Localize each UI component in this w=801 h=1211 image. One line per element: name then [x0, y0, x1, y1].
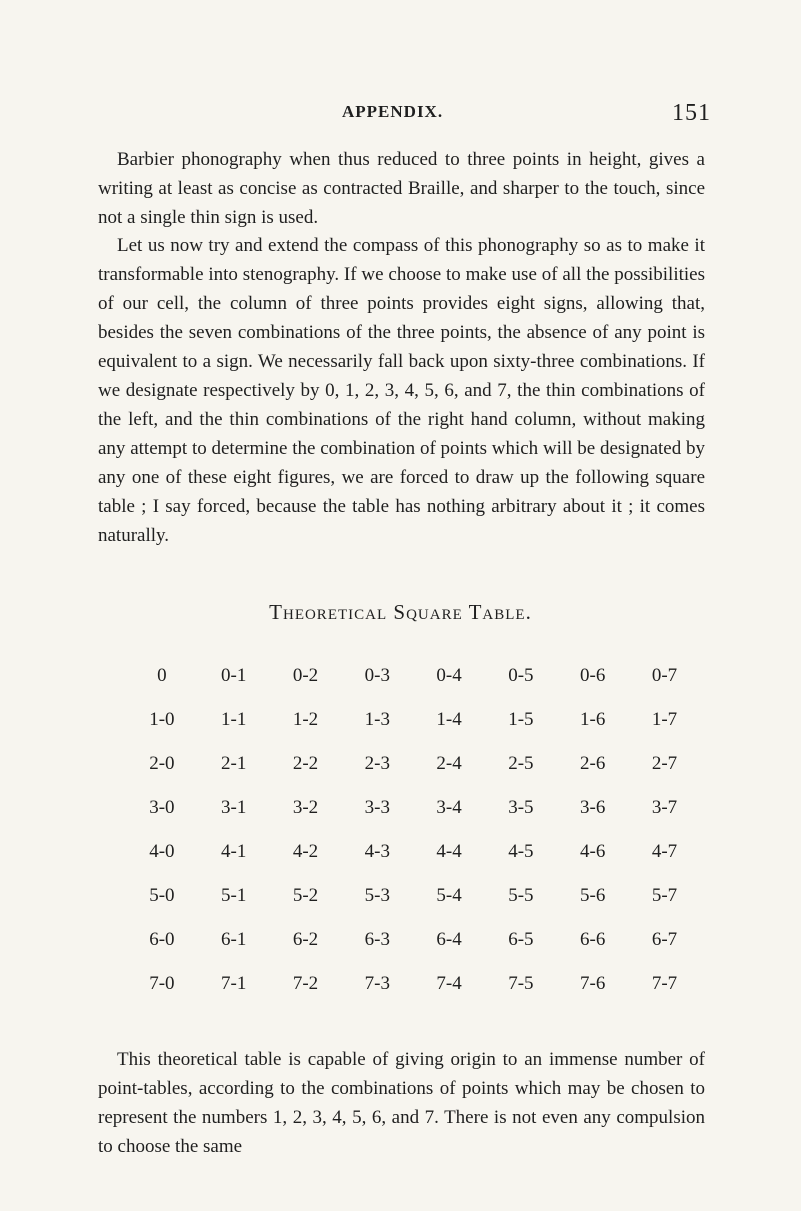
table-cell: 2-0: [149, 753, 175, 774]
table-cell: 2-2: [292, 753, 319, 774]
table-row-1: [126, 698, 701, 742]
table-cell: 2-6: [580, 753, 606, 774]
table-row-7: [126, 962, 701, 1006]
table-cell: 1-6: [580, 709, 606, 730]
table-cell: 0-6: [580, 665, 606, 686]
table-cell: 6-1: [221, 929, 247, 950]
table-cell: 6-4: [436, 929, 462, 950]
table-cell: 5-5: [508, 885, 534, 906]
table-cell: 5-2: [292, 885, 319, 906]
table-cell: 6-0: [149, 929, 175, 950]
table-cell: 1-7: [651, 709, 678, 730]
table-cell: 4-0: [149, 841, 175, 862]
table-cell: 6-7: [651, 929, 678, 950]
table-cell: 6-5: [508, 929, 534, 950]
table-cell: 2-7: [651, 753, 678, 774]
table-cell: 1-4: [436, 709, 462, 730]
table-cell: 3-3: [364, 797, 390, 818]
page-number: 151: [672, 100, 711, 126]
table-cell: 6-2: [292, 929, 319, 950]
table-cell: 2-1: [221, 753, 247, 774]
table-cell: 1-1: [221, 709, 247, 730]
table-cell: 3-5: [508, 797, 534, 818]
table-row-3: [126, 786, 701, 830]
table-cell: 0-7: [651, 665, 678, 686]
table-cell: 3-4: [436, 797, 462, 818]
table-row-5: [126, 874, 701, 918]
table-cell: 7-7: [651, 973, 678, 994]
table-cell: 7-4: [436, 973, 462, 994]
table-cell: 2-5: [508, 753, 534, 774]
table-cell: 7-6: [580, 973, 606, 994]
table-cell: 7-1: [221, 973, 247, 994]
table-row-4: [126, 830, 701, 874]
table-cell: 5-6: [580, 885, 606, 906]
table-cell: 4-5: [508, 841, 534, 862]
table-title: Theoretical Square Table.: [269, 600, 532, 624]
table-cell: 7-3: [364, 973, 390, 994]
page-header: [90, 102, 711, 134]
table-cell: 1-2: [292, 709, 319, 730]
table-cell: 3-7: [651, 797, 678, 818]
table-cell: 0-1: [221, 665, 247, 686]
table-cell: 5-3: [364, 885, 390, 906]
paragraph-intro: Barbier phonography when thus reduced to three points in height, gives a writing at least as concise as contracted Braille, and sharper to the touch, since not a single thin sign is used.: [98, 149, 705, 228]
table-row-0: [126, 654, 701, 698]
table-cell: 7-2: [292, 973, 319, 994]
table-row-6: [126, 918, 701, 962]
table-cell: 5-4: [436, 885, 462, 906]
table-row-2: [126, 742, 701, 786]
table-cell: 4-3: [364, 841, 390, 862]
table-cell: 2-3: [364, 753, 390, 774]
table-cell: 1-5: [508, 709, 534, 730]
table-cell: 4-6: [580, 841, 606, 862]
table-cell: 6-6: [580, 929, 606, 950]
table-cell: 1-3: [364, 709, 390, 730]
table-cell: 5-7: [651, 885, 678, 906]
table-cell: 3-2: [292, 797, 319, 818]
table-cell: 0-2: [292, 665, 319, 686]
table-cell: 3-6: [580, 797, 606, 818]
table-cell: 3-1: [221, 797, 247, 818]
table-cell: 5-1: [221, 885, 247, 906]
table-cell: 0: [157, 665, 167, 686]
table-cell: 4-4: [436, 841, 462, 862]
table-cell: 4-2: [292, 841, 319, 862]
table-cell: 7-5: [508, 973, 534, 994]
table-cell: 4-7: [651, 841, 678, 862]
running-head: APPENDIX.: [342, 102, 444, 121]
table-cell: 0-5: [508, 665, 534, 686]
table-cell: 2-4: [436, 753, 462, 774]
table-cell: 0-3: [364, 665, 390, 686]
table-cell: 0-4: [436, 665, 462, 686]
table-cell: 4-1: [221, 841, 247, 862]
paragraph-table-usage: This theoretical table is capable of giving origin to an immense number of point-tables, according to the combinations of points which may be chosen to represent the numbers 1, 2, 3, 4, 5, 6, and 7. There is not even any compulsion to choose the same: [98, 1049, 705, 1157]
table-cell: 5-0: [149, 885, 175, 906]
table-cell: 6-3: [364, 929, 390, 950]
table-cell: 1-0: [149, 709, 175, 730]
table-cell: 7-0: [149, 973, 175, 994]
table-cell: 3-0: [149, 797, 175, 818]
paragraph-extension: Let us now try and extend the compass of this phonography so as to make it transformable into stenography. If we choose to make use of all the possibilities of our cell, the column of three points provides eight signs, allowing that, besides the seven combinations of the three points, the absence of any point is equivalent to a sign. We necessarily fall back upon sixty-three combinations. If we designate respectively by 0, 1, 2, 3, 4, 5, 6, and 7, the thin combinations of the left, and the thin combinations of the right hand column, without making any attempt to determine the combination of points which will be designated by any one of these eight figures, we are forced to draw up the following square table ; I say forced, because the table has nothing arbitrary about it ; it comes naturally.: [98, 235, 705, 546]
theoretical-square-table: [126, 654, 701, 1006]
